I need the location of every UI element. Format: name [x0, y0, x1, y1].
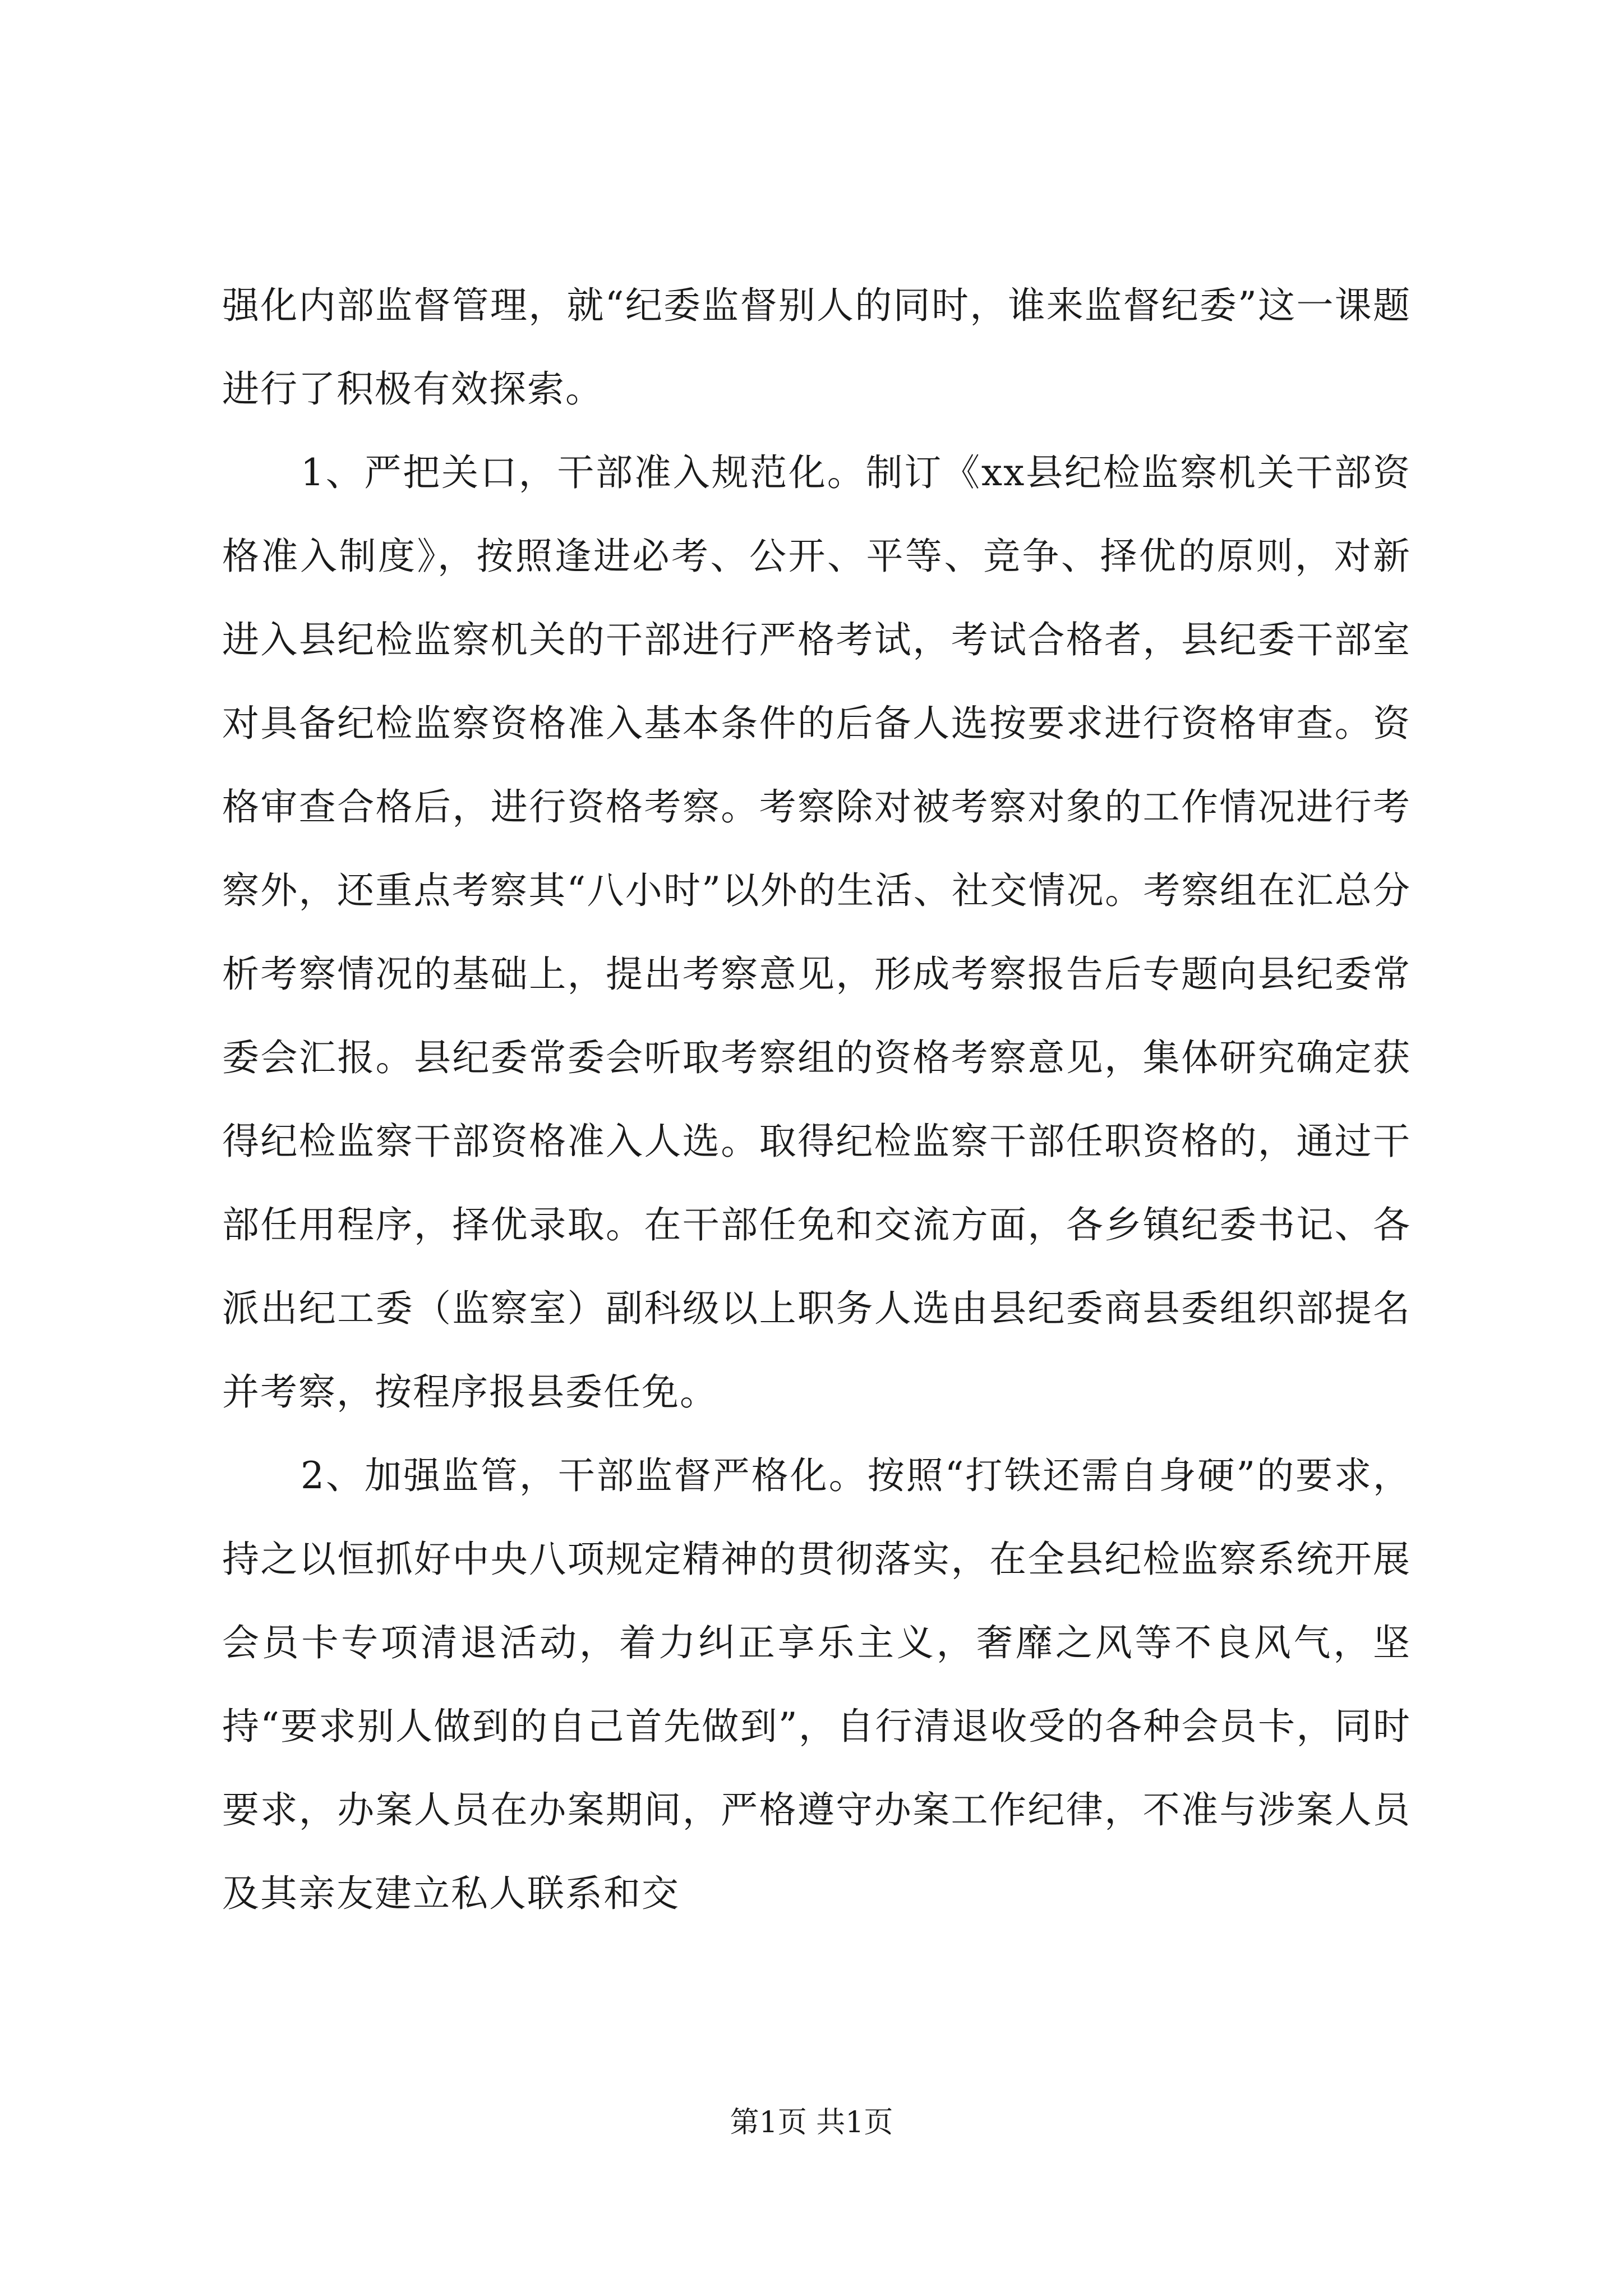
document-body — [222, 264, 1411, 1935]
paragraph-section-2: 2、加强监管，干部监督严格化。按照“打铁还需自身硬”的要求，持之以恒抓好中央八项规定精神的贯彻落实，在全县纪检监察系统开展会员卡专项清退活动，着力纠正享乐主义，奢靡之风等不良风气，坚持“要求别人做到的自己首先做到”，自行清退收受的各种会员卡，同时要求，办案人员在办案期间，严格遵守办案工作纪律，不准与涉案人员及其亲友建立私人联系和交 — [222, 1454, 1411, 1915]
page-number-label: 第1页 共1页 — [730, 2106, 893, 2139]
paragraph-section-1: 1、严把关口，干部准入规范化。制订《xx县纪检监察机关干部资格准入制度》，按照逢进必考、公开、平等、竞争、择优的原则，对新进入县纪检监察机关的干部进行严格考试，考试合格者，县纪委干部室对具备纪检监察资格准入基本条件的后备人选按要求进行资格审查。资格审查合格后，进行资格考察。考察除对被考察对象的工作情况进行考察外，还重点考察其“八小时”以外的生活、社交情况。考察组在汇总分析考察情况的基础上，提出考察意见，形成考察报告后专题向县纪委常委会汇报。县纪委常委会听取考察组的资格考察意见，集体研究确定获得纪检监察干部资格准入人选。取得纪检监察干部任职资格的，通过干部任用程序，择优录取。在干部任免和交流方面，各乡镇纪委书记、各派出纪工委（监察室）副科级以上职务人选由县纪委商县委组织部提名并考察，按程序报县委任免。 — [222, 451, 1411, 1414]
page-footer — [0, 2105, 1623, 2141]
paragraph-intro: 强化内部监督管理，就“纪委监督别人的同时，谁来监督纪委”这一课题进行了积极有效探索。 — [222, 284, 1411, 411]
